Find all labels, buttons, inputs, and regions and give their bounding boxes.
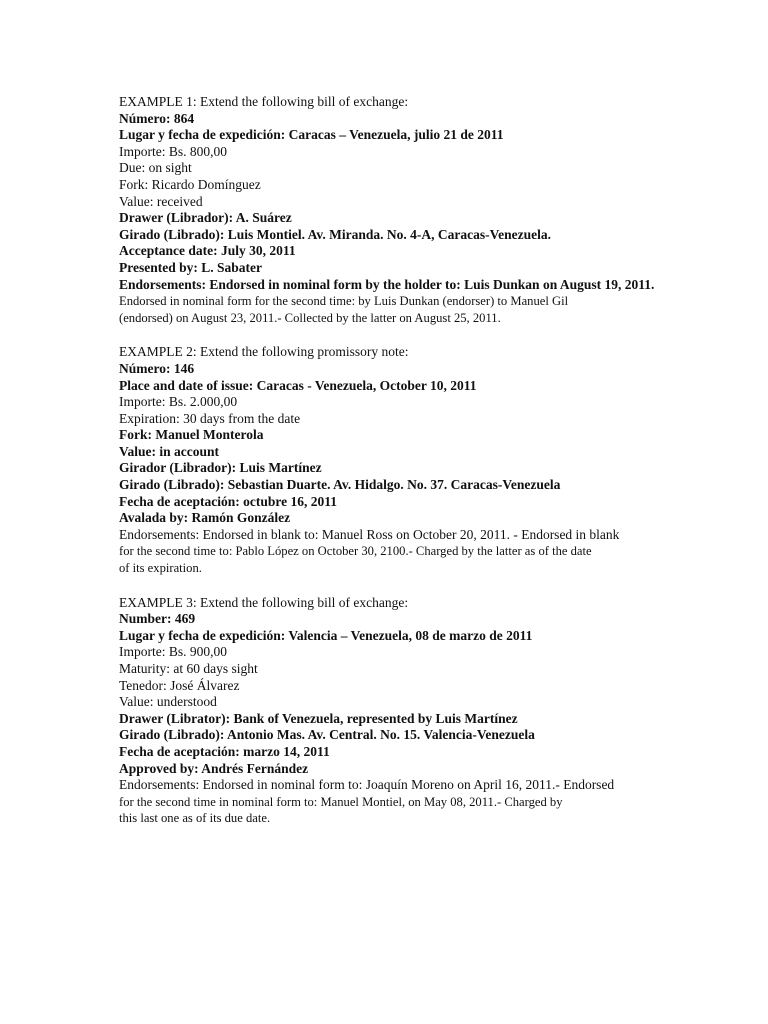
document-line: Acceptance date: July 30, 2011 bbox=[119, 243, 296, 259]
document-line: Lugar y fecha de expedición: Valencia – Venezuela, 08 de marzo de 2011 bbox=[119, 627, 533, 643]
example-heading: EXAMPLE 3: Extend the following bill of exchange: bbox=[119, 594, 409, 610]
document-line: Fecha de aceptación: octubre 16, 2011 bbox=[119, 493, 337, 509]
document-line: Número: 864 bbox=[119, 110, 195, 126]
document-line: Importe: Bs. 2.000,00 bbox=[119, 394, 238, 410]
document-line: for the second time in nominal form to: Manuel Montiel, on May 08, 2011.- Charged by bbox=[119, 794, 563, 809]
document-line: Endorsed in nominal form for the second time: by Luis Dunkan (endorser) to Manuel Gil bbox=[119, 294, 569, 309]
example-heading: EXAMPLE 2: Extend the following promissory note: bbox=[119, 344, 409, 360]
document-line: Value: in account bbox=[119, 443, 220, 459]
document-line: Importe: Bs. 800,00 bbox=[119, 143, 227, 159]
document-page bbox=[119, 94, 749, 845]
document-line: Lugar y fecha de expedición: Caracas – Venezuela, julio 21 de 2011 bbox=[119, 127, 504, 143]
document-line: Value: received bbox=[119, 193, 203, 209]
example-1 bbox=[119, 94, 749, 326]
document-line: Girado (Librado): Sebastian Duarte. Av. Hidalgo. No. 37. Caracas-Venezuela bbox=[119, 477, 561, 493]
document-line: Drawer (Librator): Bank of Venezuela, represented by Luis Martínez bbox=[119, 710, 518, 726]
document-line: Avalada by: Ramón González bbox=[119, 510, 291, 526]
document-line: Girado (Librado): Antonio Mas. Av. Central. No. 15. Valencia-Venezuela bbox=[119, 727, 535, 743]
document-line: Fork: Ricardo Domínguez bbox=[119, 176, 261, 192]
document-line: Expiration: 30 days from the date bbox=[119, 410, 301, 426]
document-line: Importe: Bs. 900,00 bbox=[119, 644, 227, 660]
document-line: Number: 469 bbox=[119, 611, 196, 627]
document-line: Tenedor: José Álvarez bbox=[119, 677, 240, 693]
document-line: this last one as of its due date. bbox=[119, 811, 271, 826]
document-line: for the second time to: Pablo López on October 30, 2100.- Charged by the latter as of the date bbox=[119, 544, 592, 559]
document-line: (endorsed) on August 23, 2011.- Collected by the latter on August 25, 2011. bbox=[119, 310, 501, 325]
document-line: Maturity: at 60 days sight bbox=[119, 661, 258, 676]
example-2 bbox=[119, 344, 749, 576]
example-heading: EXAMPLE 1: Extend the following bill of exchange: bbox=[119, 94, 409, 109]
document-line: Fecha de aceptación: marzo 14, 2011 bbox=[119, 743, 330, 759]
document-line: Approved by: Andrés Fernández bbox=[119, 760, 309, 776]
document-line: Place and date of issue: Caracas - Venezuela, October 10, 2011 bbox=[119, 377, 477, 393]
document-line: Girador (Librador): Luis Martínez bbox=[119, 460, 322, 476]
document-line: Endorsements: Endorsed in blank to: Manuel Ross on October 20, 2011. - Endorsed in blank bbox=[119, 526, 620, 542]
document-line: Fork: Manuel Monterola bbox=[119, 427, 264, 443]
document-line: Value: understood bbox=[119, 694, 217, 710]
example-3 bbox=[119, 595, 749, 827]
document-line: Endorsements: Endorsed in nominal form to: Joaquín Moreno on April 16, 2011.- Endorsed bbox=[119, 777, 615, 793]
document-line: Due: on sight bbox=[119, 160, 192, 176]
document-line: Presented by: L. Sabater bbox=[119, 259, 262, 275]
document-line: of its expiration. bbox=[119, 561, 202, 576]
document-line: Número: 146 bbox=[119, 360, 195, 376]
document-line: Endorsements: Endorsed in nominal form by the holder to: Luis Dunkan on August 19, 2011. bbox=[119, 276, 655, 292]
document-line: Drawer (Librador): A. Suárez bbox=[119, 210, 292, 226]
document-line: Girado (Librado): Luis Montiel. Av. Miranda. No. 4-A, Caracas-Venezuela. bbox=[119, 226, 551, 242]
